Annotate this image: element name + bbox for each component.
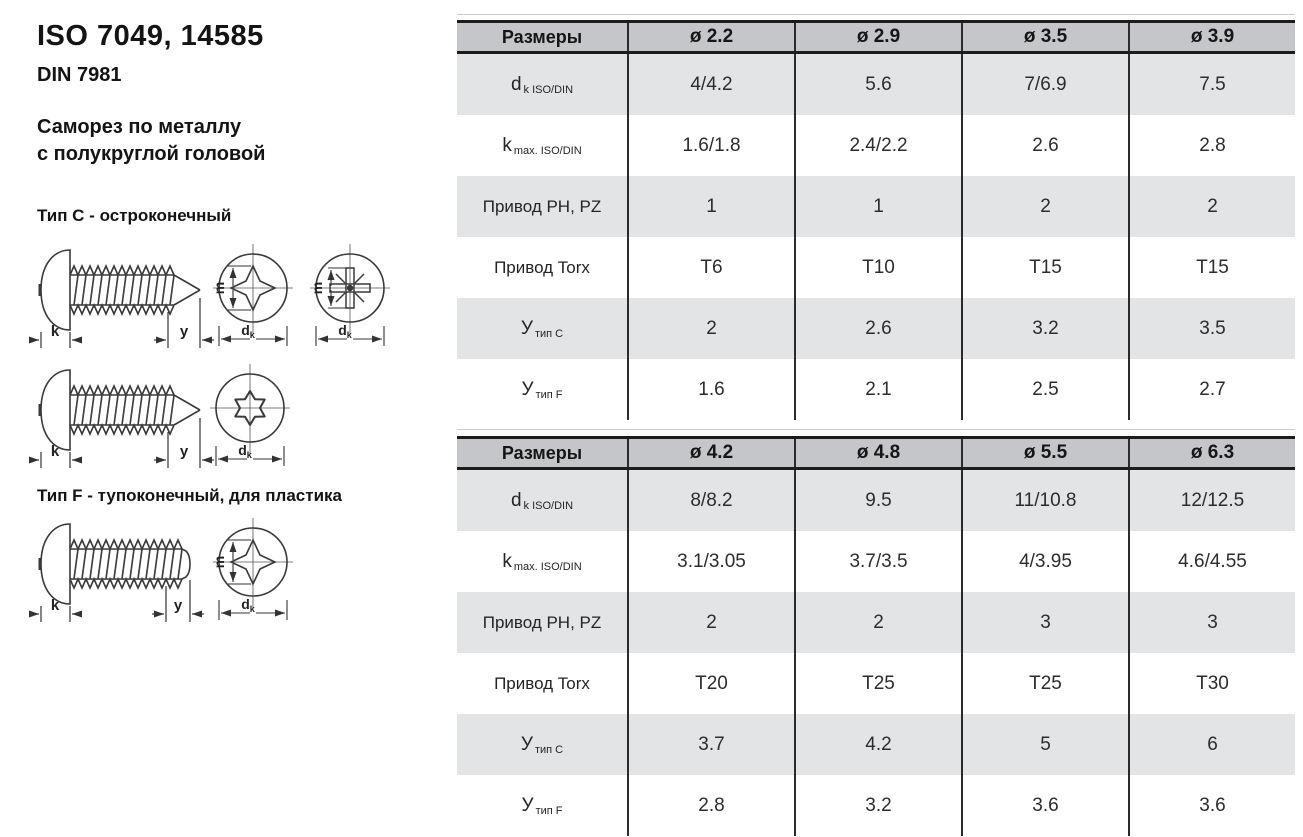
- table-cell: 2.7: [1128, 359, 1295, 420]
- column-header: ø 3.9: [1128, 23, 1295, 51]
- type-c-screw-ph-pz-drawing: [28, 240, 398, 352]
- row-label: У тип C: [520, 733, 564, 756]
- row-label: Привод Torx: [494, 673, 590, 693]
- table-cell: 7/6.9: [961, 54, 1128, 115]
- table-cell: 8/8.2: [627, 470, 794, 531]
- table-cell: T30: [1128, 653, 1295, 714]
- table-cell: 2.6: [794, 298, 961, 359]
- column-header: ø 3.5: [961, 23, 1128, 51]
- table-cell: 2.6: [961, 115, 1128, 176]
- table-cell: 1.6/1.8: [627, 115, 794, 176]
- table-cell: 2.5: [961, 359, 1128, 420]
- table-cell: 1: [627, 176, 794, 237]
- table-cell: T10: [794, 237, 961, 298]
- dim-label-y: y: [173, 597, 183, 614]
- table-cell: 2.8: [1128, 115, 1295, 176]
- table-cell: 3.2: [794, 775, 961, 836]
- table-header-row: [457, 20, 1295, 54]
- column-header: ø 2.2: [627, 23, 794, 51]
- page-title: ISO 7049, 14585: [37, 20, 264, 52]
- table-cell: 12/12.5: [1128, 470, 1295, 531]
- table-cell: T15: [1128, 237, 1295, 298]
- table-cell: 3.6: [1128, 775, 1295, 836]
- table-row: [457, 54, 1295, 115]
- table-row: [457, 775, 1295, 836]
- dim-label-k: k: [50, 323, 60, 340]
- table-cell: 6: [1128, 714, 1295, 775]
- table-cell: T6: [627, 237, 794, 298]
- row-label: k max. ISO/DIN: [502, 134, 582, 157]
- dim-label-m: m: [211, 555, 227, 569]
- table-row: [457, 237, 1295, 298]
- table-cell: 1: [794, 176, 961, 237]
- table-cell: 5.6: [794, 54, 961, 115]
- dim-label-dk: $d_k$: [238, 442, 252, 460]
- dim-label-dk: $d_k$: [338, 322, 352, 340]
- pozidriv-recess-head-drawing: [309, 244, 390, 346]
- dim-label-m: m: [211, 281, 227, 295]
- table-header-row: [457, 436, 1295, 470]
- dim-label-k: k: [50, 443, 60, 460]
- row-label: Привод PH, PZ: [482, 612, 602, 632]
- column-header: ø 5.5: [961, 439, 1128, 467]
- table-header-label: Размеры: [501, 26, 583, 47]
- divider: [457, 14, 1295, 15]
- product-description-line2: с полукруглой головой: [37, 143, 266, 165]
- table-cell: 2: [961, 176, 1128, 237]
- type-f-heading: Тип F - тупоконечный, для пластика: [37, 486, 342, 505]
- table-cell: 3.2: [961, 298, 1128, 359]
- size-table-1: [457, 20, 1295, 420]
- table-row: [457, 470, 1295, 531]
- row-label: k max. ISO/DIN: [502, 550, 582, 573]
- screw-side-view-pointed-drawing: [40, 250, 201, 330]
- row-label: У тип F: [521, 378, 563, 401]
- type-c-screw-torx-drawing: [28, 360, 298, 472]
- table-cell: 5: [961, 714, 1128, 775]
- table-cell: 2: [627, 298, 794, 359]
- table-cell: 3.1/3.05: [627, 531, 794, 592]
- dim-label-m: m: [309, 281, 325, 295]
- table-cell: 2.1: [794, 359, 961, 420]
- table-row: [457, 653, 1295, 714]
- product-description-line1: Саморез по металлу: [37, 116, 242, 138]
- table-cell: 2: [794, 592, 961, 653]
- column-header: ø 4.2: [627, 439, 794, 467]
- table-cell: 4.2: [794, 714, 961, 775]
- row-label: У тип C: [520, 317, 564, 340]
- dim-label-dk: $d_k$: [241, 596, 255, 614]
- table-cell: 2: [627, 592, 794, 653]
- table-cell: T15: [961, 237, 1128, 298]
- table-row: [457, 176, 1295, 237]
- din-standard-label: DIN 7981: [37, 64, 122, 86]
- table-cell: 9.5: [794, 470, 961, 531]
- table-cell: 2.8: [627, 775, 794, 836]
- table-cell: 4.6/4.55: [1128, 531, 1295, 592]
- table-cell: 4/4.2: [627, 54, 794, 115]
- table-cell: 3.7: [627, 714, 794, 775]
- table-row: [457, 359, 1295, 420]
- dim-label-dk: $d_k$: [241, 322, 255, 340]
- table-cell: T20: [627, 653, 794, 714]
- table-cell: 3.5: [1128, 298, 1295, 359]
- screw-side-view-pointed-drawing: [40, 370, 201, 450]
- column-header: ø 4.8: [794, 439, 961, 467]
- row-label: d k ISO/DIN: [510, 489, 574, 512]
- table-cell: 3.7/3.5: [794, 531, 961, 592]
- table-cell: 1.6: [627, 359, 794, 420]
- table-cell: T25: [794, 653, 961, 714]
- table-row: [457, 714, 1295, 775]
- table-header-label: Размеры: [501, 442, 583, 463]
- table-row: [457, 531, 1295, 592]
- table-cell: 2: [1128, 176, 1295, 237]
- table-row: [457, 298, 1295, 359]
- table-cell: 3.6: [961, 775, 1128, 836]
- row-label: d k ISO/DIN: [510, 73, 574, 96]
- table-cell: 2.4/2.2: [794, 115, 961, 176]
- type-f-screw-ph-drawing: [28, 514, 318, 626]
- dim-label-k: k: [50, 597, 60, 614]
- phillips-recess-head-drawing: [211, 244, 293, 346]
- column-header: ø 2.9: [794, 23, 961, 51]
- table-cell: T25: [961, 653, 1128, 714]
- table-cell: 4/3.95: [961, 531, 1128, 592]
- row-label: У тип F: [521, 794, 563, 817]
- table-row: [457, 115, 1295, 176]
- dim-label-y: y: [179, 443, 189, 460]
- table-cell: 3: [1128, 592, 1295, 653]
- table-cell: 11/10.8: [961, 470, 1128, 531]
- table-cell: 3: [961, 592, 1128, 653]
- torx-recess-head-drawing: [210, 364, 290, 466]
- row-label: Привод Torx: [494, 257, 590, 277]
- row-label: Привод PH, PZ: [482, 196, 602, 216]
- column-header: ø 6.3: [1128, 439, 1295, 467]
- dim-label-y: y: [179, 323, 189, 340]
- phillips-recess-head-drawing: [211, 518, 293, 620]
- divider: [457, 429, 1295, 430]
- table-row: [457, 592, 1295, 653]
- screw-side-view-blunt-drawing: [40, 524, 191, 604]
- type-c-heading: Тип C - остроконечный: [37, 206, 232, 225]
- size-table-2: [457, 436, 1295, 836]
- table-cell: 7.5: [1128, 54, 1295, 115]
